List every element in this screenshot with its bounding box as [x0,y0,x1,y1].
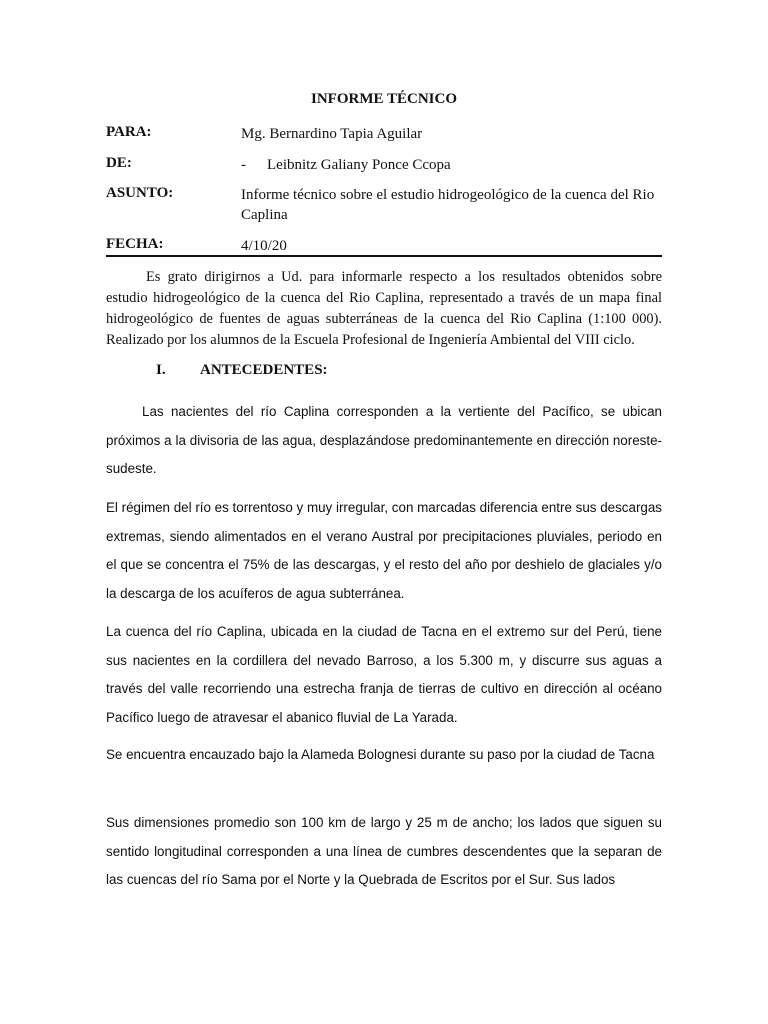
document-title: INFORME TÉCNICO [311,91,457,107]
asunto-label: ASUNTO: [106,185,174,201]
paragraph-2: El régimen del río es torrentoso y muy irregular, con marcadas diferencia entre sus descargas extremas, siendo alimentados en el verano Austral por precipitaciones pluviales, periodo en el que se concentra el 75% de las descargas, y el resto del año por deshielo de glaciales y/o la descarga de los acuíferos de agua subterránea. [106,500,662,601]
paragraph-1: Las nacientes del río Caplina corresponden a la vertiente del Pacífico, se ubican próximos a la divisoria de las agua, desplazándose predominantemente en dirección noreste-sudeste. [106,404,662,476]
section-heading [156,362,328,379]
paragraph-3: La cuenca del río Caplina, ubicada en la ciudad de Tacna en el extremo sur del Perú, tiene sus nacientes en la cordillera del nevado Barroso, a los 5.300 m, y discurre sus aguas a través del valle recorriendo una estrecha franja de tierras de cultivo en dirección al océano Pacífico luego de atravesar el abanico fluvial de La Yarada. [106,624,662,725]
de-value: Leibnitz Galiany Ponce Ccopa [267,157,451,173]
intro-paragraph: Es grato dirigirnos a Ud. para informarle respecto a los resultados obtenidos sobre estudio hidrogeológico de la cuenca del Rio Caplina, representado a través de un mapa final hidrogeológico de fuentes de aguas subterráneas de la cuenca del Rio Caplina (1:100 000). Realizado por los alumnos de la Escuela Profesional de Ingeniería Ambiental del VIII ciclo. [106,269,662,348]
fecha-label: FECHA: [106,236,164,252]
para-label: PARA: [106,124,152,140]
para-value: Mg. Bernardino Tapia Aguilar [241,126,423,142]
header-divider [106,255,662,257]
section-number: I. [156,362,166,378]
section-title: ANTECEDENTES: [200,362,328,378]
asunto-value: Informe técnico sobre el estudio hidrogeológico de la cuenca del Rio Caplina [241,187,655,223]
de-label: DE: [106,155,132,171]
paragraph-4: Se encuentra encauzado bajo la Alameda Bolognesi durante su paso por la ciudad de Tacna [106,747,655,762]
de-value-wrap [241,155,662,175]
fecha-value: 4/10/20 [241,238,287,254]
paragraph-5: Sus dimensiones promedio son 100 km de largo y 25 m de ancho; los lados que siguen su sentido longitudinal corresponden a una línea de cumbres descendentes que la separan de las cuencas del río Sama por el Norte y la Quebrada de Escritos por el Sur. Sus lados [106,815,662,887]
de-dash: - [241,157,246,173]
